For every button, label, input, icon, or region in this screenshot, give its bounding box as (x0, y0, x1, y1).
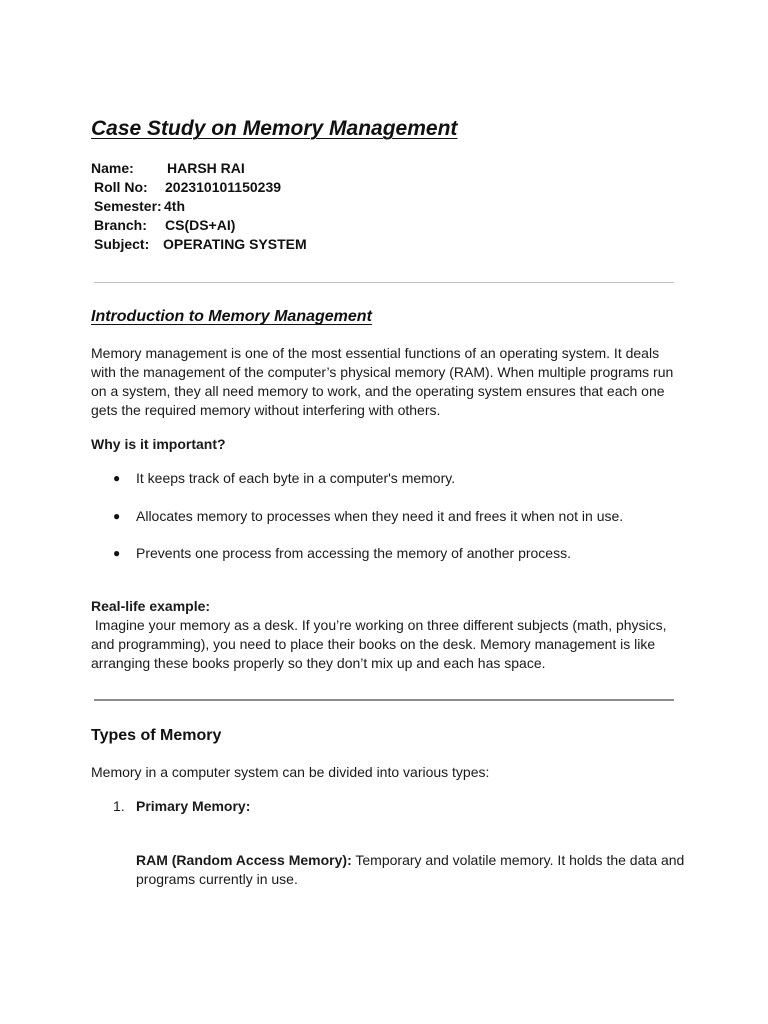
intro-heading: Introduction to Memory Management (91, 308, 372, 325)
example-line: arranging these books properly so they don’t mix up and each has space. (91, 655, 546, 671)
types-intro: Memory in a computer system can be divided into various types: (91, 764, 490, 780)
info-label: Subject: (94, 236, 150, 252)
ram-description (136, 851, 684, 870)
info-label: Semester: (94, 198, 162, 214)
example-heading: Real-life example: (91, 598, 211, 614)
ram-term: RAM (Random Access Memory): (136, 852, 352, 868)
info-label: Name: (91, 160, 134, 176)
intro-paragraph-line: gets the required memory without interfering with others. (91, 402, 441, 418)
info-value: CS(DS+AI) (165, 217, 236, 233)
ram-desc: Temporary and volatile memory. It holds the data and (351, 852, 685, 868)
info-label: Roll No: (94, 179, 148, 195)
intro-paragraph-line: Memory management is one of the most essential functions of an operating system. It deals (91, 345, 660, 361)
types-heading: Types of Memory (91, 727, 222, 744)
section-divider (94, 282, 674, 283)
info-row-semester (94, 197, 394, 216)
info-label: Branch: (94, 217, 147, 233)
info-value: 202310101150239 (165, 179, 282, 195)
bullet-icon: ● (113, 546, 121, 560)
section-divider (94, 699, 674, 701)
list-item: Prevents one process from accessing the memory of another process. (136, 545, 571, 561)
list-marker: 1. (113, 798, 125, 814)
intro-paragraph-line: on a system, they all need memory to work, and the operating system ensures that each one (91, 383, 665, 399)
info-value: HARSH RAI (167, 160, 245, 176)
info-row-roll-no (94, 178, 394, 197)
list-item: It keeps track of each byte in a computer's memory. (136, 470, 456, 486)
example-line: and programming), you need to place their books on the desk. Memory management is like (91, 636, 656, 652)
info-value: 4th (164, 198, 185, 214)
info-value: OPERATING SYSTEM (163, 236, 307, 252)
info-row-subject (94, 235, 414, 254)
bullet-icon: ● (113, 471, 121, 485)
example-line: Imagine your memory as a desk. If you’re working on three different subjects (math, physics, (91, 617, 667, 633)
why-important-heading: Why is it important? (91, 436, 226, 452)
ram-description-line2: programs currently in use. (136, 871, 298, 887)
info-row-name (91, 159, 391, 178)
info-row-branch (94, 216, 394, 235)
document-title: Case Study on Memory Management (91, 117, 458, 140)
primary-memory-label: Primary Memory: (136, 798, 251, 814)
bullet-icon: ● (113, 509, 121, 523)
intro-paragraph-line: with the management of the computer’s physical memory (RAM). When multiple programs run (91, 364, 674, 380)
list-item: Allocates memory to processes when they need it and frees it when not in use. (136, 508, 624, 524)
